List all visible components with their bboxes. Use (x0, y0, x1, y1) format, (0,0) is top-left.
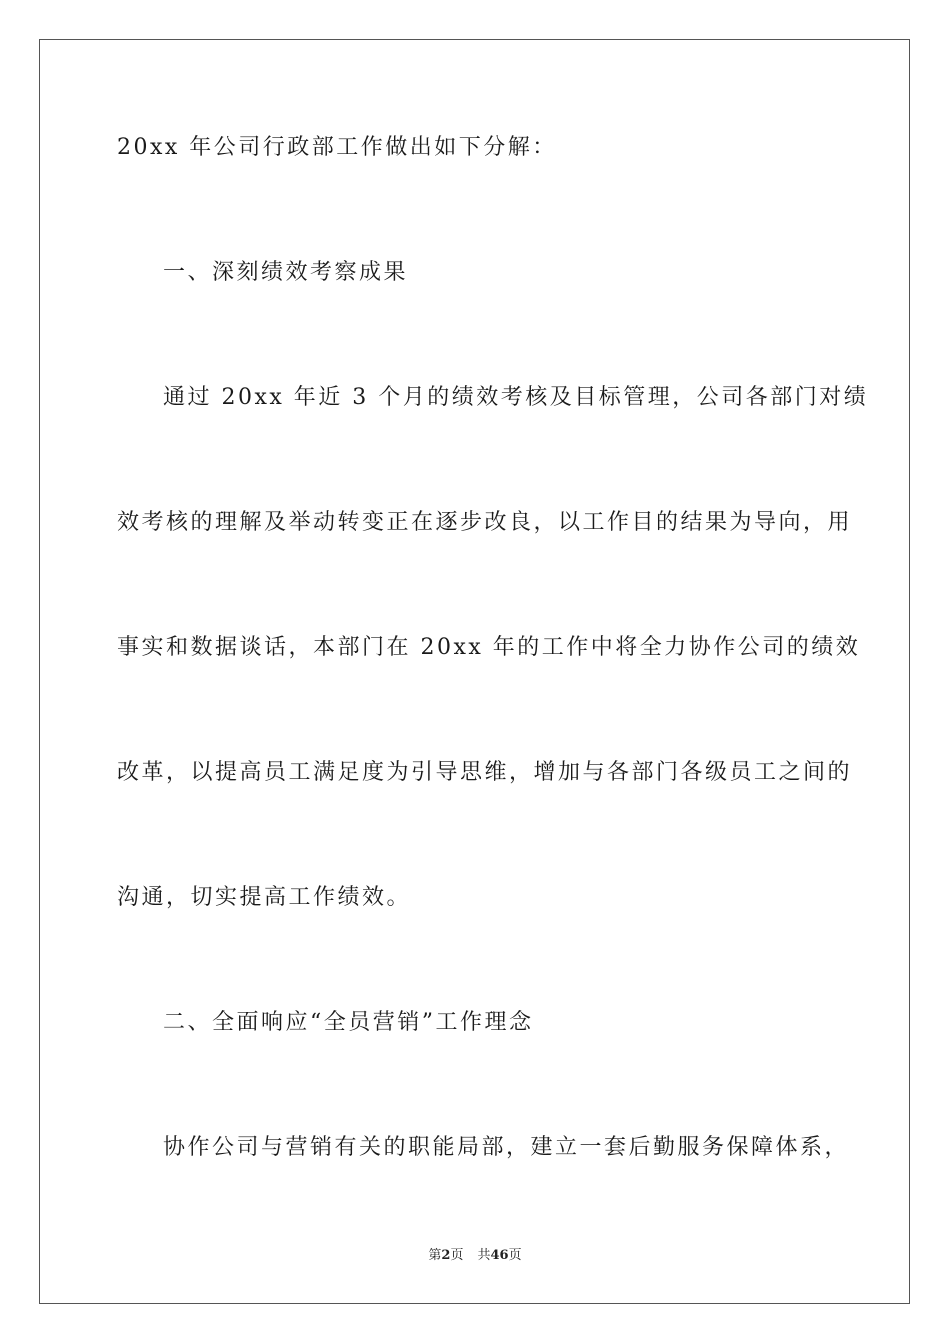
total-prefix: 共 (477, 1248, 491, 1263)
page-prefix: 第 (428, 1248, 442, 1263)
paragraph-line: 协作公司与营销有关的职能局部，建立一套后勤服务保障体系， (163, 1135, 850, 1160)
page-border (39, 39, 910, 1304)
page-footer (0, 1247, 950, 1265)
total-suffix: 页 (508, 1248, 522, 1263)
intro-line: 20xx 年公司行政部工作做出如下分解： (117, 135, 557, 160)
total-pages: 46 (490, 1248, 509, 1263)
paragraph-line: 事实和数据谈话，本部门在 20xx 年的工作中将全力协作公司的绩效 (117, 635, 861, 660)
paragraph-line: 沟通，切实提高工作绩效。 (117, 885, 412, 910)
page-number: 2 (441, 1248, 451, 1263)
paragraph-line: 通过 20xx 年近 3 个月的绩效考核及目标管理，公司各部门对绩 (163, 385, 869, 410)
section-heading-2: 二、全面响应“全员营销”工作理念 (163, 1010, 534, 1035)
paragraph-line: 改革，以提高员工满足度为引导思维，增加与各部门各级员工之间的 (117, 760, 853, 785)
section-heading-1: 一、深刻绩效考察成果 (163, 260, 409, 285)
page-suffix: 页 (450, 1248, 464, 1263)
paragraph-line: 效考核的理解及举动转变正在逐步改良，以工作目的结果为导向，用 (117, 510, 853, 535)
